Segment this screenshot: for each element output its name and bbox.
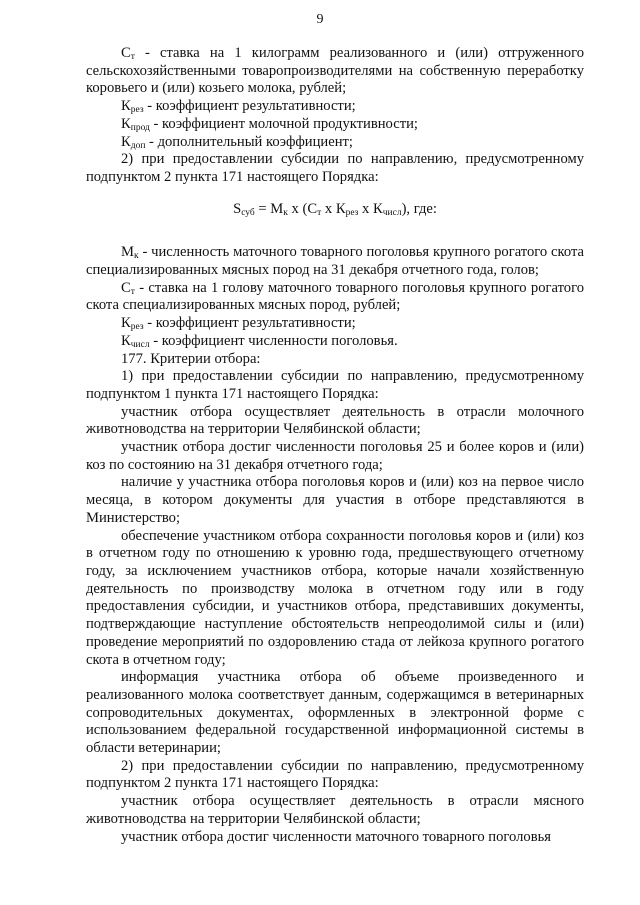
body-paragraph: участник отбора осуществляет деятельность в отрасли мясного животноводства на территории Челябинской области;: [86, 793, 584, 827]
body-paragraph: обеспечение участником отбора сохранности поголовья коров и (или) коз в отчетном году по отношению к уровню года, предшествующего отчетному году, за исключением участников отбора, которые начали хозяйственную деятельность по производству молока в отчетном году или в году предоставления субсидии, и участников отбора, представивших документы, подтверждающие наступление обстоятельств непреодолимой силы и (или) проведение мероприятий по оздоровлению стада от лейкоза крупного рогатого скота в отчетном году;: [86, 527, 584, 668]
variable-subscript: доп: [130, 140, 146, 151]
variable-subscript: т: [130, 286, 135, 297]
formula-term: S: [233, 200, 242, 217]
body-paragraph: участник отбора осуществляет деятельность в отрасли молочного животноводства на территории Челябинской области;: [86, 403, 584, 438]
variable-subscript: к: [133, 251, 139, 262]
variable-symbol: К: [121, 315, 131, 332]
definition-text: - коэффициент результативности;: [143, 98, 356, 115]
definition-paragraph: [86, 116, 584, 134]
body-paragraph: 177. Критерии отбора:: [121, 350, 261, 367]
variable-symbol: С: [121, 45, 131, 61]
body-paragraph: 2) при предоставлении субсидии по направлению, предусмотренному подпунктом 2 пункта 171 настоящего Порядка:: [86, 757, 584, 792]
definition-text: - дополнительный коэффициент;: [145, 133, 353, 150]
variable-subscript: рез: [130, 322, 144, 333]
definition-text: - ставка на 1 килограмм реализованного и (или) отгруженного сельскохозяйственными товаропроизводителями на собственную переработку коровьего и (или) козьего молока, рублей;: [86, 45, 584, 97]
definition-text: - коэффициент молочной продуктивности;: [149, 115, 418, 132]
body-paragraph: 1) при предоставлении субсидии по направлению, предусмотренному подпунктом 1 пункта 171 настоящего Порядка:: [86, 368, 584, 402]
variable-symbol: С: [121, 279, 131, 296]
body-paragraph: участник отбора достиг численности маточного товарного поголовья: [121, 828, 551, 845]
definition-text: - численность маточного товарного поголовья крупного рогатого скота специализированных мясных пород на 31 декабря отчетного года, голов;: [86, 244, 584, 279]
variable-subscript: рез: [130, 105, 144, 116]
formula: [86, 201, 584, 219]
variable-symbol: К: [121, 98, 131, 115]
body-paragraph: 2) при предоставлении субсидии по направлению, предусмотренному подпунктом 2 пункта 171 настоящего Порядка:: [86, 151, 584, 185]
body-paragraph: информация участника отбора об объеме произведенного и реализованного молока соответствует данным, содержащимся в ветеринарных сопроводительных документах, оформленных в электронной форме с использованием федеральной государственной информационной системы в области ветеринарии;: [86, 669, 584, 757]
definition-text: - коэффициент численности поголовья.: [149, 332, 398, 349]
formula-term: х К: [321, 200, 346, 217]
formula-subscript: т: [317, 207, 322, 218]
formula-term: ), где:: [401, 200, 437, 217]
variable-subscript: прод: [130, 122, 150, 133]
definition-paragraph: [86, 315, 584, 333]
variable-symbol: М: [121, 244, 134, 261]
definition-paragraph: [86, 244, 584, 279]
variable-symbol: К: [121, 133, 131, 150]
formula-term: = М: [254, 200, 284, 217]
definition-paragraph: [86, 45, 584, 98]
variable-subscript: т: [130, 52, 135, 62]
definition-paragraph: [86, 98, 584, 116]
page-number: 9: [316, 12, 324, 27]
definition-text: - ставка на 1 голову маточного товарного поголовья крупного рогатого скота специализированных мясных пород, рублей;: [86, 279, 584, 314]
variable-subscript: числ: [130, 339, 150, 350]
formula-subscript: суб: [241, 207, 255, 218]
formula-term: х (С: [287, 200, 318, 217]
body-paragraph: участник отбора достиг численности поголовья 25 и более коров и (или) коз по состоянию на 31 декабря отчетного года;: [86, 439, 584, 473]
formula-term: х К: [358, 200, 383, 217]
definition-paragraph: [86, 134, 584, 152]
variable-symbol: К: [121, 332, 131, 349]
definition-paragraph: [86, 280, 584, 315]
formula-subscript: к: [283, 207, 288, 218]
formula-subscript: числ: [382, 207, 402, 218]
formula-subscript: рез: [345, 207, 359, 218]
body-paragraph: наличие у участника отбора поголовья коров и (или) коз на первое число месяца, в котором документы для участия в отборе представляются в Министерство;: [86, 474, 584, 526]
definition-paragraph: [86, 333, 584, 351]
definition-text: - коэффициент результативности;: [143, 315, 356, 332]
document-body: [86, 45, 584, 846]
variable-symbol: К: [121, 115, 131, 132]
